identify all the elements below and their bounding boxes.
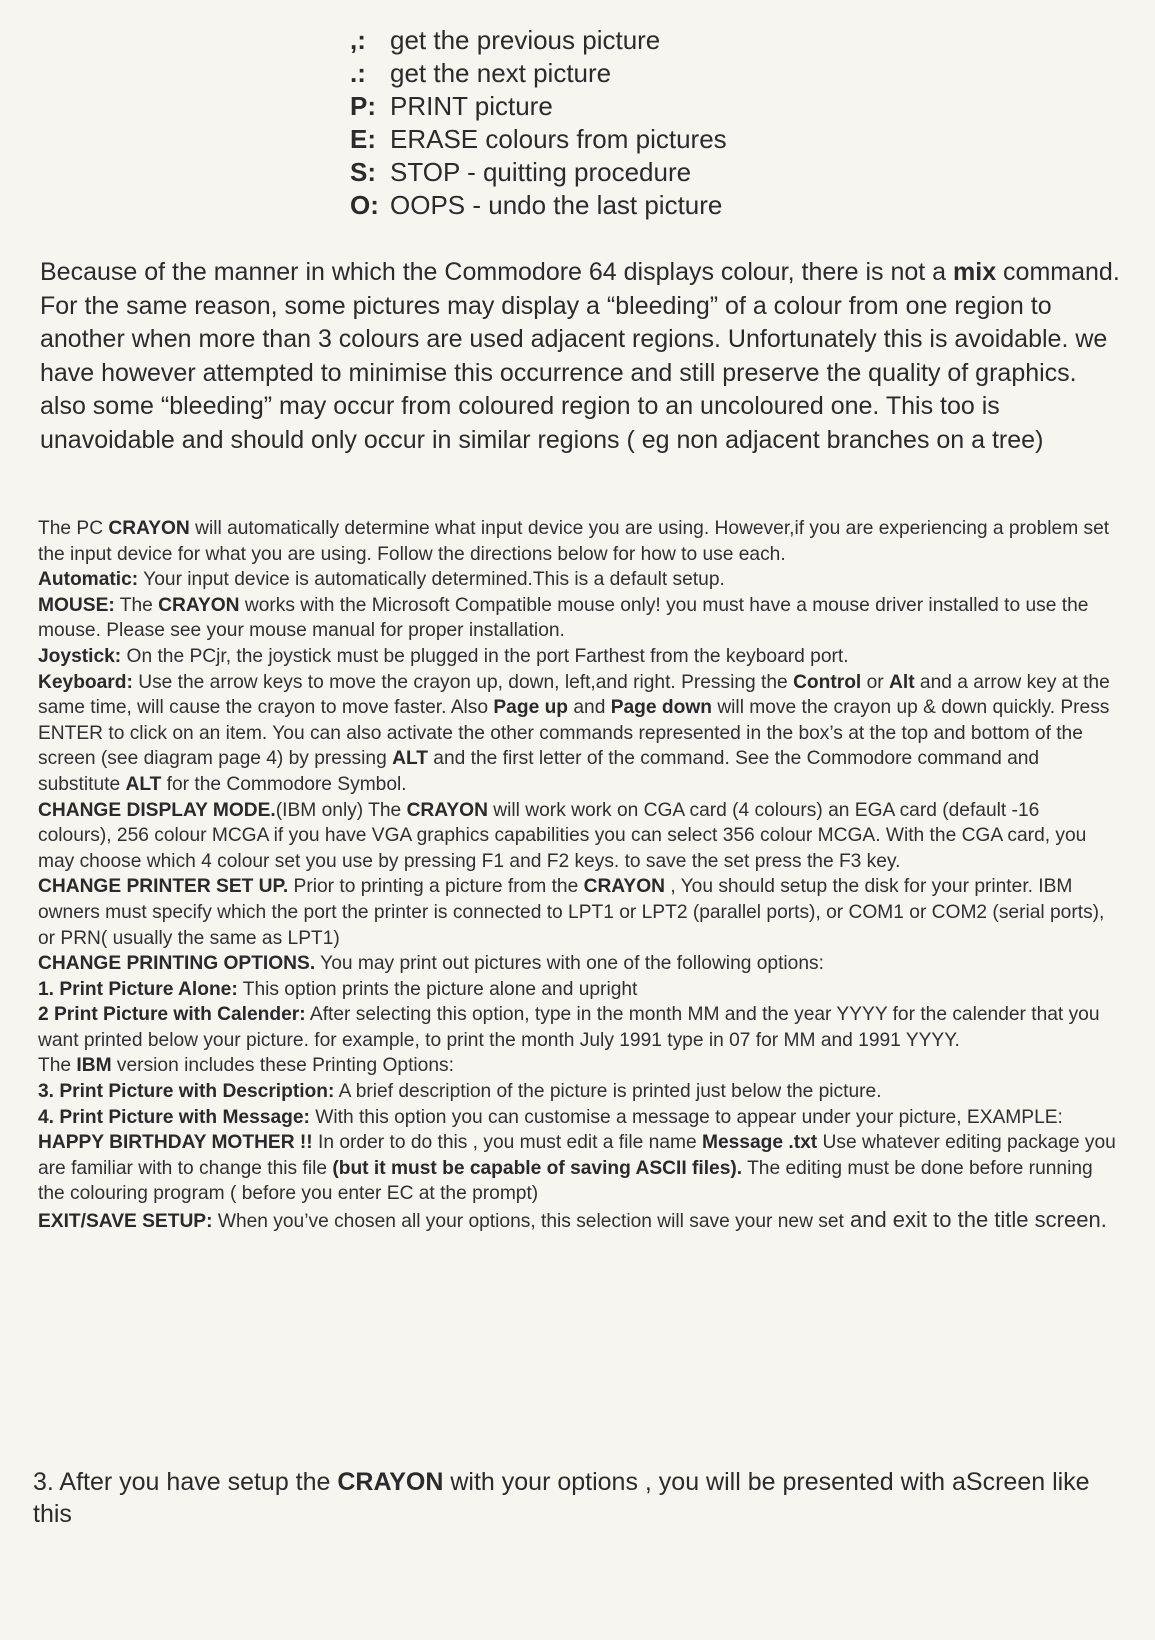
body-text: This option prints the picture alone and upright (237, 978, 638, 1000)
command-item-oops (350, 189, 727, 222)
body-text: and exit to the title screen. (843, 1207, 1107, 1233)
body-text: and the first letter of the command. See the Commodore command and substitute (38, 748, 1040, 795)
ibm-version-paragraph (38, 1053, 1118, 1079)
command-list (350, 24, 727, 222)
body-text: When you’ve chosen all your options, this selection will save your new set (212, 1211, 844, 1233)
body-text: with your options , you will be presented with aScreen like this (33, 1468, 1090, 1528)
command-key: P: (350, 91, 376, 121)
body-text: or (861, 671, 890, 693)
command-description: STOP - quitting procedure (390, 157, 692, 187)
command-item-stop (350, 156, 727, 189)
page-up-key-label: Page up (493, 697, 569, 719)
printer-setup-paragraph (38, 874, 1118, 951)
body-text: Use whatever editing package you are familiar with to change this file (38, 1132, 1116, 1179)
command-description: ERASE colours from pictures (390, 124, 727, 154)
body-text: On the PCjr, the joystick must be plugged in the port Farthest from the keyboard port. (121, 645, 849, 667)
option-print-alone (38, 977, 1118, 1003)
option-label: 1. Print Picture Alone: (38, 978, 238, 1000)
command-description: get the next picture (390, 58, 612, 88)
step-3-paragraph (33, 1466, 1113, 1530)
body-text: version includes these Printing Options: (111, 1055, 454, 1077)
command-item-previous (350, 24, 727, 57)
keyboard-paragraph (38, 670, 1118, 798)
option-print-message (38, 1105, 1118, 1207)
intro-text: Because of the manner in which the Commodore 64 displays colour, there is not a (40, 258, 954, 286)
body-text: and (568, 697, 611, 719)
body-text: Use the arrow keys to move the crayon up, down, left,and right. Pressing the (132, 671, 794, 693)
command-description: OOPS - undo the last picture (390, 190, 723, 220)
option-label: 4. Print Picture with Message: (38, 1106, 310, 1128)
option-print-calender (38, 1002, 1118, 1053)
instructions-body (38, 516, 1118, 1235)
command-key: .: (350, 58, 366, 88)
command-key: O: (350, 190, 379, 220)
body-text: The PC (38, 518, 109, 539)
option-label: 3. Print Picture with Description: (38, 1081, 335, 1103)
command-item-next (350, 57, 727, 90)
crayon-keyword: CRAYON (158, 594, 240, 616)
intro-text: command. For the same reason, some pictures may display a “bleeding” of a colour from one region to another when more than 3 colours are used adjacent regions. Unfortunately this is avoidable. we have however attempted to minimise this occurrence and still preserve the quality of graphics. also some “bleeding” may occur from coloured region to an uncoloured one. This too is unavoidable and should only occur in similar regions ( eg non adjacent branches on a tree) (40, 258, 1120, 454)
alt-key-label: ALT (125, 773, 162, 795)
body-text: 3. After you have setup the (33, 1468, 338, 1496)
body-text: Prior to printing a picture from the (288, 876, 584, 898)
section-label: Joystick: (38, 645, 122, 667)
section-label: EXIT/SAVE SETUP: (38, 1211, 213, 1233)
alt-key-label: Alt (889, 671, 915, 693)
body-text: The editing must be done before running the colouring program ( before you enter EC at the prompt) (38, 1157, 1093, 1205)
mix-keyword: mix (953, 258, 997, 286)
command-description: PRINT picture (390, 91, 553, 121)
message-filename: Message .txt (701, 1132, 818, 1154)
page-down-key-label: Page down (610, 697, 712, 719)
section-label: Automatic: (38, 569, 139, 591)
body-text: The (114, 594, 159, 616)
crayon-keyword: CRAYON (337, 1468, 444, 1496)
display-mode-paragraph (38, 798, 1118, 875)
colour-bleeding-paragraph (40, 256, 1120, 457)
crayon-keyword: CRAYON (108, 518, 190, 539)
body-text: will automatically determine what input device you are using. However,if you are experiencing a problem set the input device for what you are using. Follow the directions below for how to use each. (38, 518, 1110, 565)
ibm-keyword: IBM (76, 1055, 112, 1077)
body-text: , You should setup the disk for your printer. IBM owners must specify which the port the printer is connected to LPT1 or LPT2 (parallel ports), or COM1 or COM2 (serial ports), or PRN( usually the same as LPT1) (38, 876, 1105, 949)
command-item-erase (350, 123, 727, 156)
body-text: You may print out pictures with one of the following options: (315, 953, 824, 975)
body-text: Your input device is automatically determined.This is a default setup. (138, 569, 725, 591)
body-text: A brief description of the picture is printed just below the picture. (334, 1081, 882, 1103)
section-label: CHANGE DISPLAY MODE. (38, 799, 276, 821)
joystick-paragraph (38, 644, 1118, 670)
command-item-print (350, 90, 727, 123)
body-text: will move the crayon up & down quickly. Press ENTER to click on an item. You can also activate the other commands represented in the box’s at the top and bottom of the screen (see diagram page 4) by pressing (38, 697, 1110, 770)
section-label: Keyboard: (38, 671, 133, 693)
body-text: (IBM only) The (275, 799, 407, 821)
body-text: With this option you can customise a message to appear under your picture, EXAMPLE: (309, 1106, 1063, 1128)
mouse-paragraph (38, 593, 1118, 644)
option-label: 2 Print Picture with Calender: (38, 1004, 306, 1026)
printing-options-paragraph (38, 951, 1118, 977)
control-key-label: Control (793, 671, 862, 693)
option-print-description (38, 1079, 1118, 1105)
body-text: In order to do this , you must edit a file name (312, 1132, 702, 1154)
command-key: ,: (350, 25, 366, 55)
ascii-requirement: (but it must be capable of saving ASCII files). (332, 1157, 743, 1179)
exit-save-paragraph (38, 1207, 1118, 1235)
body-text: works with the Microsoft Compatible mouse only! you must have a mouse driver installed to use the mouse. Please see your mouse manual for proper installation. (38, 594, 1089, 642)
body-text: After selecting this option, type in the month MM and the year YYYY for the calender that you want printed below your picture. for example, to print the month July 1991 type in 07 for MM and 1991 YYYY. (38, 1004, 1100, 1051)
crayon-keyword: CRAYON (406, 799, 488, 821)
alt-key-label: ALT (392, 748, 428, 770)
body-text: and a arrow key at the same time, will cause the crayon to move faster. Also (38, 671, 1110, 719)
example-message: HAPPY BIRTHDAY MOTHER !! (38, 1132, 313, 1154)
section-label: MOUSE: (38, 594, 115, 616)
crayon-keyword: CRAYON (583, 876, 665, 898)
body-text: will work work on CGA card (4 colours) an EGA card (default -16 colours), 256 colour MCGA if you have VGA graphics capabilities you can select 356 colour MCGA. With the CGA card, you may choose which 4 colour set you use by pressing F1 and F2 keys. to save the set press the F3 key. (38, 799, 1087, 872)
body-text: for the Commodore Symbol. (161, 773, 407, 795)
command-key: E: (350, 124, 376, 154)
command-key: S: (350, 157, 376, 187)
pc-crayon-paragraph (38, 516, 1118, 567)
command-description: get the previous picture (390, 25, 661, 55)
automatic-paragraph (38, 567, 1118, 593)
section-label: CHANGE PRINTING OPTIONS. (38, 953, 316, 975)
section-label: CHANGE PRINTER SET UP. (38, 876, 289, 898)
body-text: The (38, 1055, 77, 1077)
